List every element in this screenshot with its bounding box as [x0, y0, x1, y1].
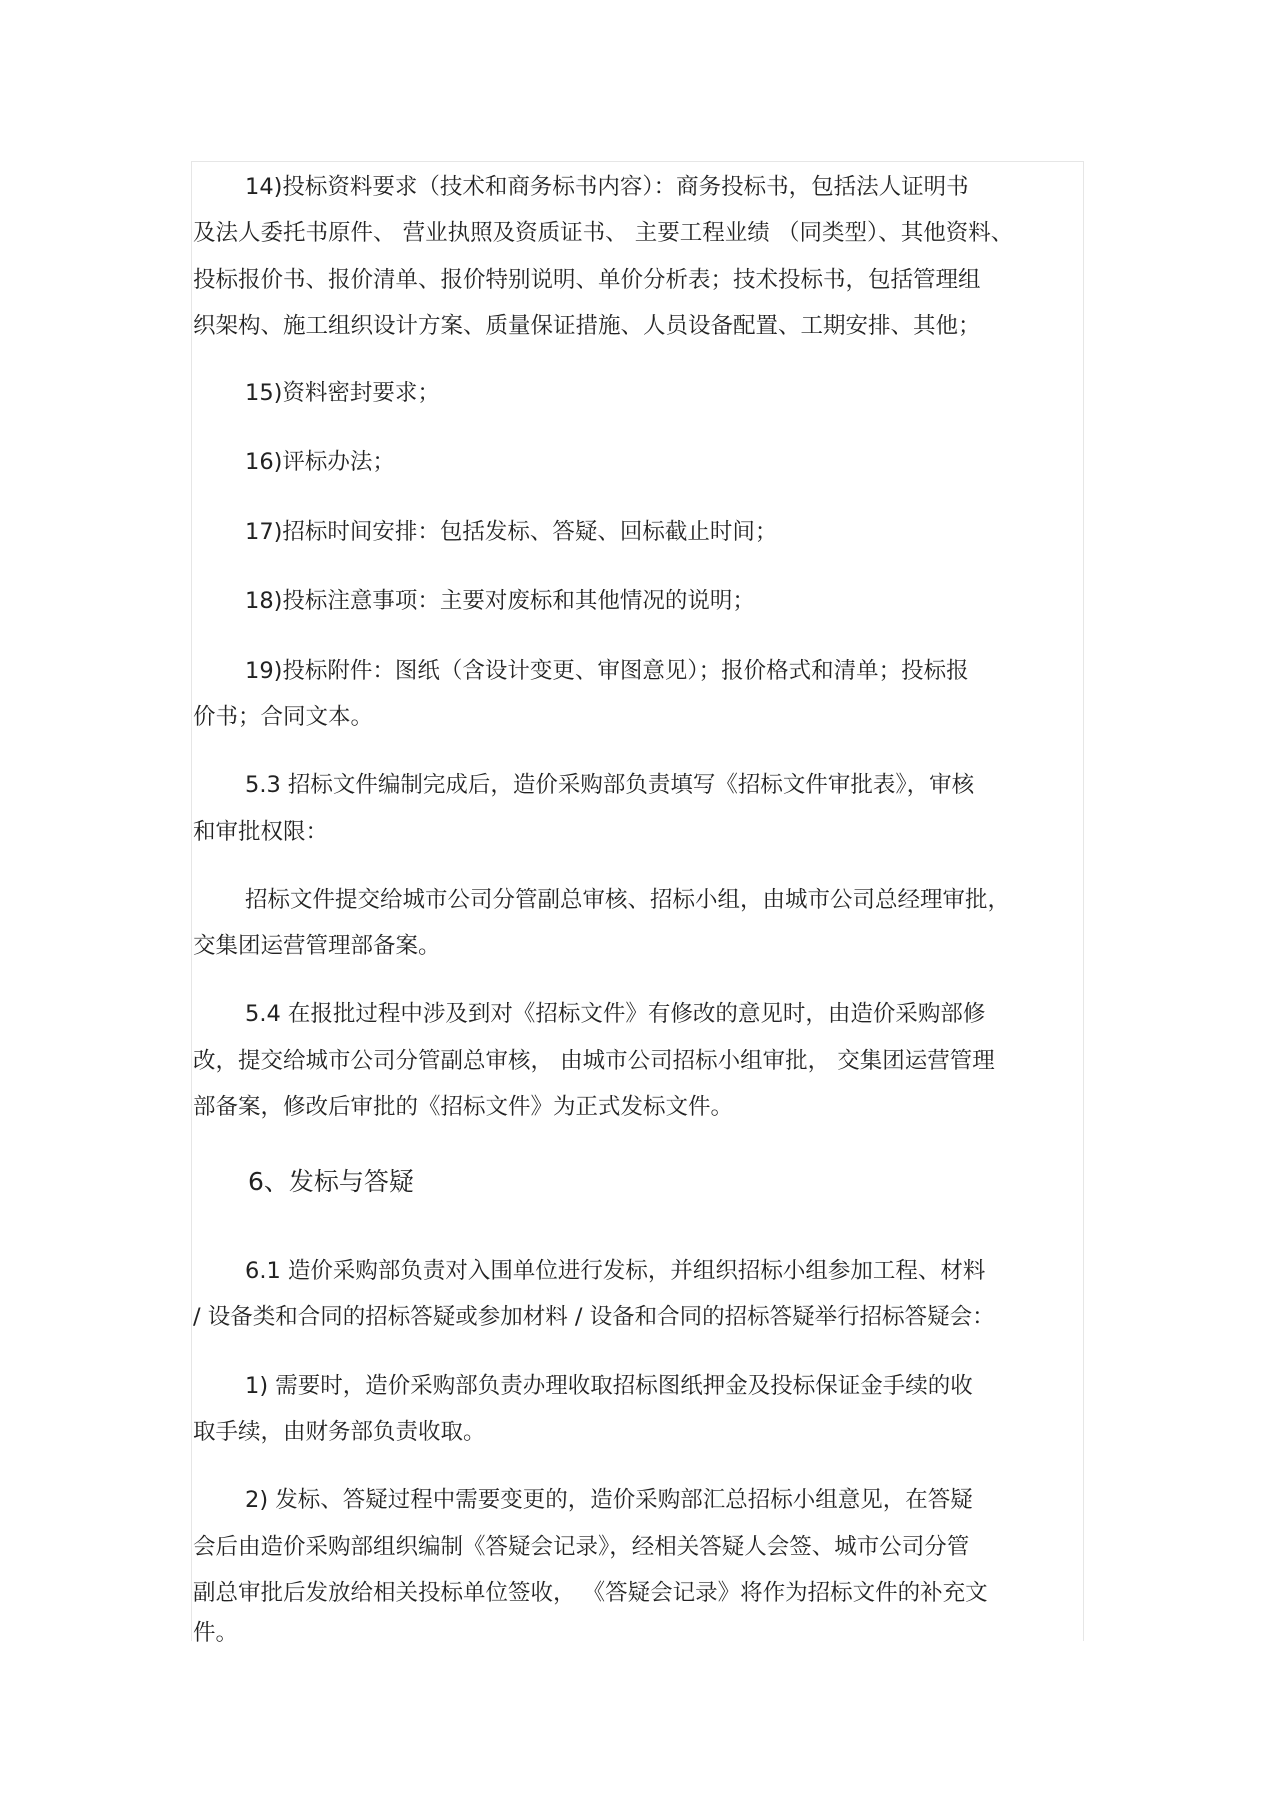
item-14-line-2: 及法人委托书原件、 营业执照及资质证书、 主要工程业绩 （同类型）、其他资料、	[193, 220, 1014, 246]
clause-5-4-line-1: 5.4 在报批过程中涉及到对《招标文件》有修改的意见时，由造价采购部修	[245, 1001, 986, 1027]
clause-6-1-line-1: 6.1 造价采购部负责对入围单位进行发标，并组织招标小组参加工程、材料	[245, 1258, 986, 1284]
clause-5-3-line-1: 5.3 招标文件编制完成后，造价采购部负责填写《招标文件审批表》，审核	[245, 772, 975, 798]
item-18-line-1: 18)投标注意事项：主要对废标和其他情况的说明；	[245, 588, 755, 614]
approval-para-line-1: 招标文件提交给城市公司分管副总审核、招标小组，由城市公司总经理审批，	[245, 887, 1011, 913]
item-14-line-3: 投标报价书、报价清单、报价特别说明、单价分析表；技术投标书，包括管理组	[193, 267, 981, 293]
clause-6-1-line-2: / 设备类和合同的招标答疑或参加材料 / 设备和合同的招标答疑举行招标答疑会：	[193, 1304, 995, 1330]
item-16-line-1: 16)评标办法；	[245, 449, 395, 475]
item-19-line-1: 19)投标附件：图纸（含设计变更、审图意见）；报价格式和清单；投标报	[245, 658, 969, 684]
section-6-heading: 6、发标与答疑	[248, 1167, 414, 1196]
item-6-1-2-line-2: 会后由造价采购部组织编制《答疑会记录》，经相关答疑人会签、城市公司分管	[193, 1534, 970, 1560]
item-14-line-4: 织架构、施工组织设计方案、质量保证措施、人员设备配置、工期安排、其他；	[193, 313, 981, 339]
approval-para-line-2: 交集团运营管理部备案。	[193, 933, 441, 959]
item-14-line-1: 14)投标资料要求（技术和商务标书内容）：商务投标书，包括法人证明书	[245, 174, 969, 200]
clause-5-3-line-2: 和审批权限：	[193, 819, 329, 845]
item-6-1-2-line-4: 件。	[193, 1620, 239, 1646]
item-6-1-2-line-3: 副总审批后发放给相关投标单位签收， 《答疑会记录》将作为招标文件的补充文	[193, 1580, 988, 1606]
item-19-line-2: 价书；合同文本。	[193, 704, 374, 730]
clause-5-4-line-3: 部备案，修改后审批的《招标文件》为正式发标文件。	[193, 1094, 734, 1120]
item-17-line-1: 17)招标时间安排：包括发标、答疑、回标截止时间；	[245, 519, 778, 545]
item-6-1-2-line-1: 2) 发标、答疑过程中需要变更的，造价采购部汇总招标小组意见，在答疑	[245, 1487, 973, 1513]
item-15-line-1: 15)资料密封要求；	[245, 380, 440, 406]
item-6-1-1-line-1: 1) 需要时，造价采购部负责办理收取招标图纸押金及投标保证金手续的收	[245, 1373, 973, 1399]
clause-5-4-line-2: 改，提交给城市公司分管副总审核， 由城市公司招标小组审批， 交集团运营管理	[193, 1048, 995, 1074]
item-6-1-1-line-2: 取手续，由财务部负责收取。	[193, 1419, 486, 1445]
